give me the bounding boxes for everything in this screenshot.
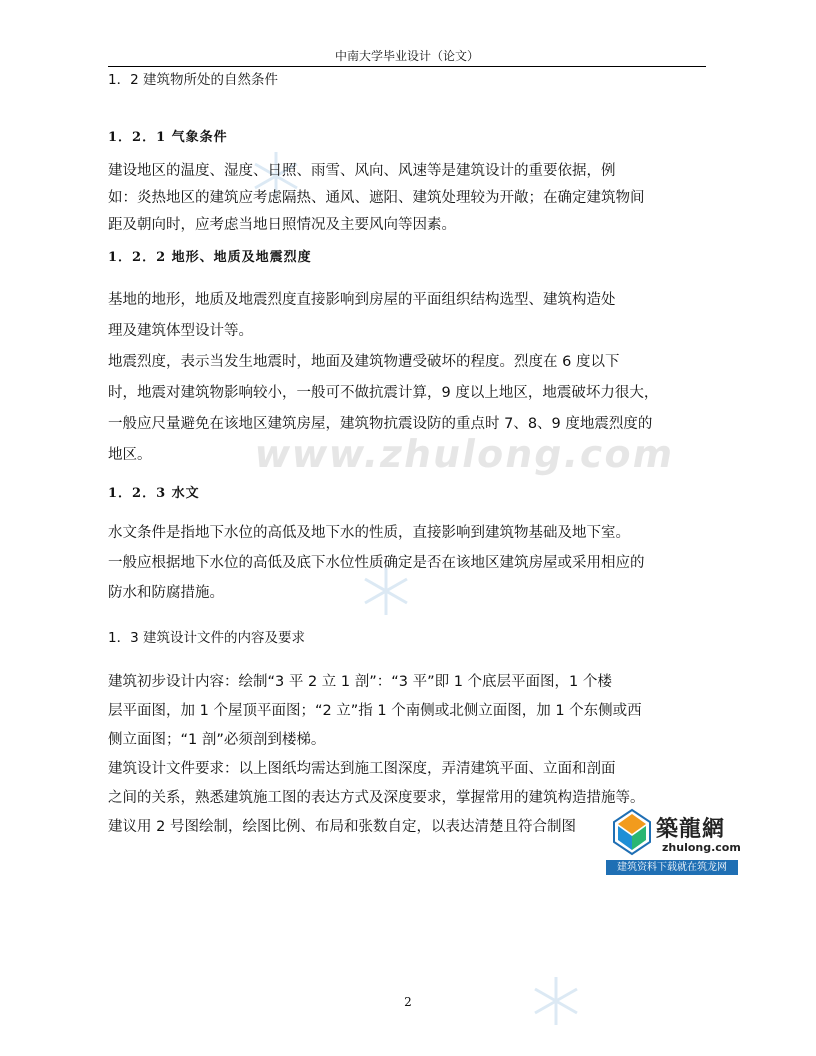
text-line: 建议用 2 号图绘制，绘图比例、布局和张数自定，以表达清楚且符合制图 bbox=[108, 819, 576, 835]
text-line: 防水和防腐措施。 bbox=[108, 585, 224, 601]
text-line: 基地的地形，地质及地震烈度直接影响到房屋的平面组织结构选型、建筑构造处 bbox=[108, 292, 616, 308]
paragraph-hydrology bbox=[108, 518, 706, 608]
text-line: 如：炎热地区的建筑应考虑隔热、通风、遮阳、建筑处理较为开敞；在确定建筑物间 bbox=[108, 190, 645, 206]
page-number: 2 bbox=[404, 995, 412, 1009]
section-heading-1-3: 1．3 建筑设计文件的内容及要求 bbox=[108, 630, 305, 646]
header-rule bbox=[108, 66, 706, 67]
text-line: 层平面图，加 1 个屋顶平面图；“2 立”指 1 个南侧或北侧立面图，加 1 个东侧或西 bbox=[108, 703, 642, 719]
site-watermark: www.zhulong.com bbox=[251, 432, 679, 476]
text-line: 距及朝向时，应考虑当地日照情况及主要风向等因素。 bbox=[108, 217, 456, 233]
logo-name: 築龍網 bbox=[656, 816, 726, 842]
subsection-heading-1-2-3: 1．2．3 水文 bbox=[108, 486, 200, 501]
text-line: 地震烈度，表示当发生地震时，地面及建筑物遭受破坏的程度。烈度在 6 度以下 bbox=[108, 354, 620, 370]
text-line: 侧立面图；“1 剖”必须剖到楼梯。 bbox=[108, 732, 326, 748]
text-line: 地区。 bbox=[108, 447, 152, 463]
text-line: 建筑设计文件要求：以上图纸均需达到施工图深度，弄清建筑平面、立面和剖面 bbox=[108, 761, 616, 777]
text-line: 时，地震对建筑物影响较小，一般可不做抗震计算，9 度以上地区，地震破坏力很大， bbox=[108, 385, 659, 401]
logo-url: zhulong.com bbox=[662, 841, 741, 854]
text-line: 理及建筑体型设计等。 bbox=[108, 323, 253, 339]
text-line: 建筑初步设计内容：绘制“3 平 2 立 1 剖”：“3 平”即 1 个底层平面图，1 个楼 bbox=[108, 674, 612, 690]
text-line: 水文条件是指地下水位的高低及地下水的性质，直接影响到建筑物基础及地下室。 bbox=[108, 525, 630, 541]
text-line: 建设地区的温度、湿度、日照、雨雪、风向、风速等是建筑设计的重要依据，例 bbox=[108, 163, 616, 179]
text-line: 一般应尺量避免在该地区建筑房屋，建筑物抗震设防的重点时 7、8、9 度地震烈度的 bbox=[108, 416, 653, 432]
paragraph-climate bbox=[108, 158, 706, 239]
paragraph-terrain bbox=[108, 285, 706, 471]
text-line: 一般应根据地下水位的高低及底下水位性质确定是否在该地区建筑房屋或采用相应的 bbox=[108, 555, 645, 571]
section-heading-1-2: 1．2 建筑物所处的自然条件 bbox=[108, 72, 278, 88]
text-line: 之间的关系，熟悉建筑施工图的表达方式及深度要求，掌握常用的建筑构造措施等。 bbox=[108, 790, 645, 806]
zhulong-logo bbox=[606, 808, 741, 874]
subsection-heading-1-2-1: 1．2．1 气象条件 bbox=[108, 130, 228, 145]
logo-banner: 建筑资料下载就在筑龙网 bbox=[606, 860, 738, 875]
subsection-heading-1-2-2: 1．2．2 地形、地质及地震烈度 bbox=[108, 250, 312, 265]
zhulong-logo-icon bbox=[610, 808, 654, 856]
page-header: 中南大学毕业设计（论文） bbox=[334, 49, 479, 63]
